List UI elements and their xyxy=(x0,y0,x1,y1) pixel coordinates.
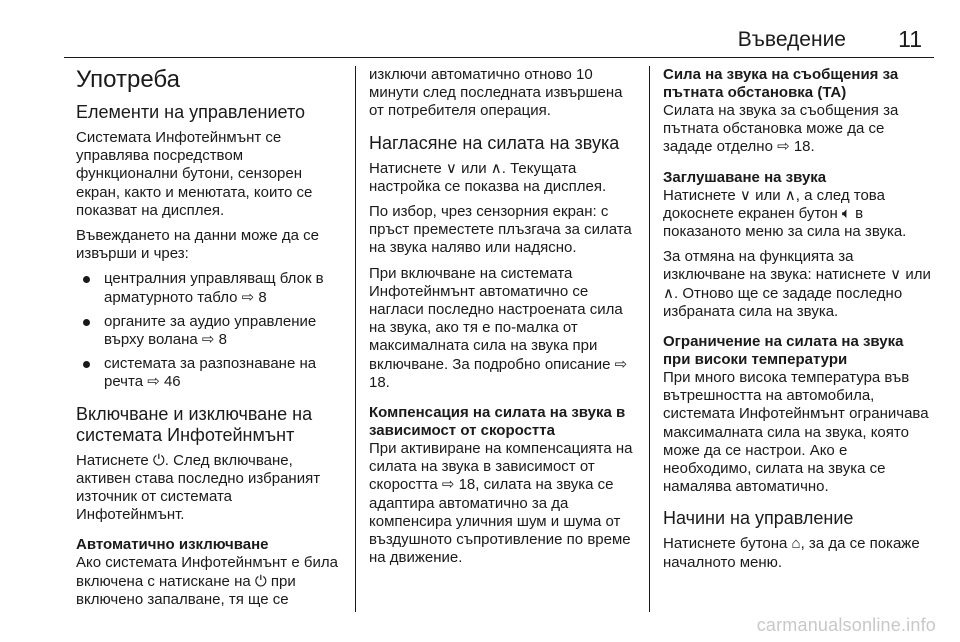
section-title: Употреба xyxy=(76,66,180,93)
column-3 xyxy=(663,66,931,579)
paragraph: Натиснете ⏻. След включване, активен става последно избраният източник от системата Инфотейнмънт. xyxy=(76,451,321,524)
paragraph: Въвеждането на данни може да се извърши и чрез: xyxy=(76,227,319,263)
paragraph: Натиснете ∨ или ∧. Текущата настройка се показва на дисплея. xyxy=(369,159,607,195)
paragraph: Силата на звука за съобщения за пътната обстановка може да се зададе отделно ⇨ 18. xyxy=(663,102,899,156)
subsection-operating-modes: Начини на управление xyxy=(663,508,854,529)
subsection-volume: Нагласяне на силата на звука xyxy=(369,132,620,153)
paragraph: При активиране на компенсацията на силата на звука в зависимост от скоростта ⇨ 18, силата на звука се адаптира автоматично за да компенсира уличния шум и шума от въздушното съпротивление по време на движение. xyxy=(369,440,633,567)
paragraph: За отмяна на функцията за изключване на звука: натиснете ∨ или ∧. Отново ще се зададе последно избраната сила на звука. xyxy=(663,248,931,320)
page-header xyxy=(0,24,960,60)
list-item: централния управляващ блок в арматурното табло ⇨ 8 xyxy=(76,270,340,306)
column-divider-2 xyxy=(649,66,650,612)
paragraph: При включване на системата Инфотейнмънт автоматично се нагласи последно настроената сила на звука, ако тя е по-малка от максималната сила на звука при включване. За подробно описание ⇨ 18. xyxy=(369,264,628,391)
subheading-ta-volume: Сила на звука на съобщения за пътната обстановка (TA) xyxy=(663,66,899,101)
paragraph: Ако системата Инфотейнмънт е била включена с натискане на ⏻ при включено запалване, тя ще се xyxy=(76,554,338,608)
list-item: системата за разпознаване на речта ⇨ 46 xyxy=(76,355,340,391)
paragraph: Системата Инфотейнмънт се управлява посредством функционални бутони, сензорен екран, както и менютата, които се показват на дисплея. xyxy=(76,129,313,219)
paragraph: По избор, чрез сензорния екран: с пръст преместете плъзгача за силата на звука наляво или надясно. xyxy=(369,203,632,257)
subheading-speed-compensation: Компенсация на силата на звука в зависимост от скоростта xyxy=(369,404,626,440)
paragraph: Натиснете бутона ⌂, за да се покаже началното меню. xyxy=(663,535,920,571)
input-methods-list xyxy=(76,270,340,391)
page-number: 11 xyxy=(898,26,922,52)
header-rule xyxy=(64,57,934,58)
watermark: carmanualsonline.info xyxy=(756,615,936,635)
subsection-controls: Елементи на управлението xyxy=(76,102,305,122)
column-2 xyxy=(369,66,635,574)
subheading-auto-off: Автоматично изключване xyxy=(76,536,269,554)
list-item: органите за аудио управление върху волана ⇨ 8 xyxy=(76,313,340,349)
subheading-temperature-limit: Ограничение на силата на звука при високи температури xyxy=(663,333,904,369)
paragraph: При много висока температура във вътрешността на автомобила, системата Инфотейнмънт ограничава максималната сила на звука, която може да се настрои. Ако е необходимо, силата на звука се намалява автоматично. xyxy=(663,369,929,496)
column-divider-1 xyxy=(355,66,356,612)
paragraph: изключи автоматично отново 10 минути след последната извършена от потребителя операция. xyxy=(369,66,623,120)
subsection-power: Включване и изключване на системата Инфотейнмънт xyxy=(76,403,313,445)
paragraph: Натиснете ∨ или ∧, а след това докоснете екранен бутон 🔈︎ в показаното меню за сила на звука. xyxy=(663,186,907,241)
column-1 xyxy=(76,64,340,616)
subheading-mute: Заглушаване на звука xyxy=(663,168,827,186)
chapter-title: Въведение xyxy=(737,28,846,51)
